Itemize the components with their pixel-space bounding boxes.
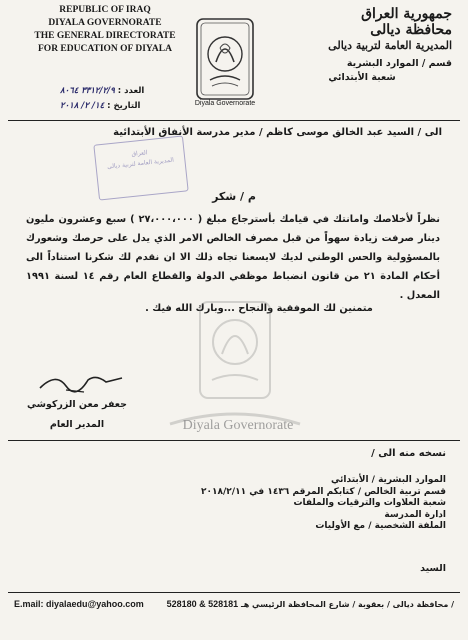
footer-phones: 528180 & 528181: [166, 599, 239, 609]
addressee-line: الى / السيد عبد الخالق موسى كاظم / مدير مدرسة الأنفاق الأبتدائية: [113, 127, 442, 138]
logo-caption: Diyala Governorate: [194, 100, 256, 107]
ref-date-row: التاريخ : ١٤/ ٢/ ٢٠١٨: [60, 101, 141, 111]
copies-title: نسخه منه الى /: [371, 448, 446, 459]
copy-item: شعبة العلاوات والترقيات والملفات: [293, 498, 446, 508]
header-ar-line1: جمهورية العراق: [361, 6, 452, 22]
ref-date-value: ١٤/ ٢/ ٢٠١٨: [60, 101, 105, 111]
header-ar-line2: محافظة ديالى: [370, 22, 452, 38]
signer-name: جعفر معن الزركوشي: [26, 399, 127, 410]
footer-divider: [8, 592, 460, 593]
watermark-caption: Diyala Governorate: [182, 418, 294, 433]
copy-item: قسم تربية الخالص / كتابكم المرقم ١٤٣٦ في ٢٠١٨/٢/١١: [201, 486, 446, 497]
ref-number-row: العدد : ٣٣١٢/٢/٩ ٨٠٦٤: [60, 86, 145, 96]
copy-item: الموارد البشرية / الأبتدائي: [330, 475, 446, 485]
footer-email: E.mail: diyalaedu@yahoo.com: [14, 599, 144, 609]
ref-date-label: التاريخ: [113, 101, 141, 111]
letter-body: نظراً لأخلاصك وامانتك في قيامك بأسترجاع مبلغ ( ٢٧،٠٠٠،٠٠٠ ) سبع وعشرون مليون دينار صرفت زيادة سهواً من قبل مصرف الخالص الامر الذي يدل على حرصك وشعورك بالمسؤولية والحس الوطني لديك لايسعنا تجاه ذلك الا ان نقدم لك شكرنا استناداً الى أحكام المادة ٢١ من قانون انضباط موظفي الدولة والقطاع العام رقم ١٤ لسنة ١٩٩١ المعدل .: [26, 214, 440, 301]
footer-contact: [167, 599, 454, 609]
header-en-line4: FOR EDUCATION OF DIYALA: [38, 44, 172, 54]
ref-number-value: ٣٣١٢/٢/٩ ٨٠٦٤: [60, 86, 115, 96]
ref-number-label: العدد: [124, 86, 145, 96]
subject-line: م / شكر: [212, 190, 256, 203]
signer-title: المدير العام: [49, 419, 105, 430]
header-en-line1: REPUBLIC OF IRAQ: [59, 5, 151, 15]
copies-closing-name: السيد: [420, 563, 446, 574]
header-ar-line4: قسم / الموارد البشرية: [346, 58, 452, 69]
copy-item: الملفة الشخصية / مع الأوليات: [315, 521, 446, 531]
signature-scribble-icon: [36, 368, 126, 398]
signer-block: [22, 395, 132, 435]
header-english: [20, 4, 190, 56]
copy-item: ادارة المدرسة: [384, 509, 446, 520]
stamp-line1: العراق: [131, 149, 148, 158]
header-en-line3: THE GENERAL DIRECTORATE: [34, 31, 176, 41]
diyala-logo-icon: [196, 18, 254, 100]
header-ar-line3: المديرية العامة لتربية ديالى: [328, 39, 452, 52]
copies-block: [146, 448, 446, 574]
footer: [14, 596, 454, 612]
stamp-line2: المديرية العامة لتربية ديالى: [106, 156, 175, 171]
header-divider: [8, 120, 460, 121]
header-en-line2: DIYALA GOVERNORATE: [48, 18, 162, 28]
header-ar-line5: شعبة الأبتدائي: [328, 72, 396, 83]
header-arabic: [302, 6, 452, 85]
copies-divider: [8, 440, 460, 441]
reference-block: [60, 84, 184, 114]
letter-closing: متمنين لك الموفقية والنجاح ...وبارك الله فيك .: [145, 303, 373, 314]
footer-address: محافظة ديالى / بعقوبة / شارع المحافظة الرئيسي هـ /: [240, 600, 454, 609]
